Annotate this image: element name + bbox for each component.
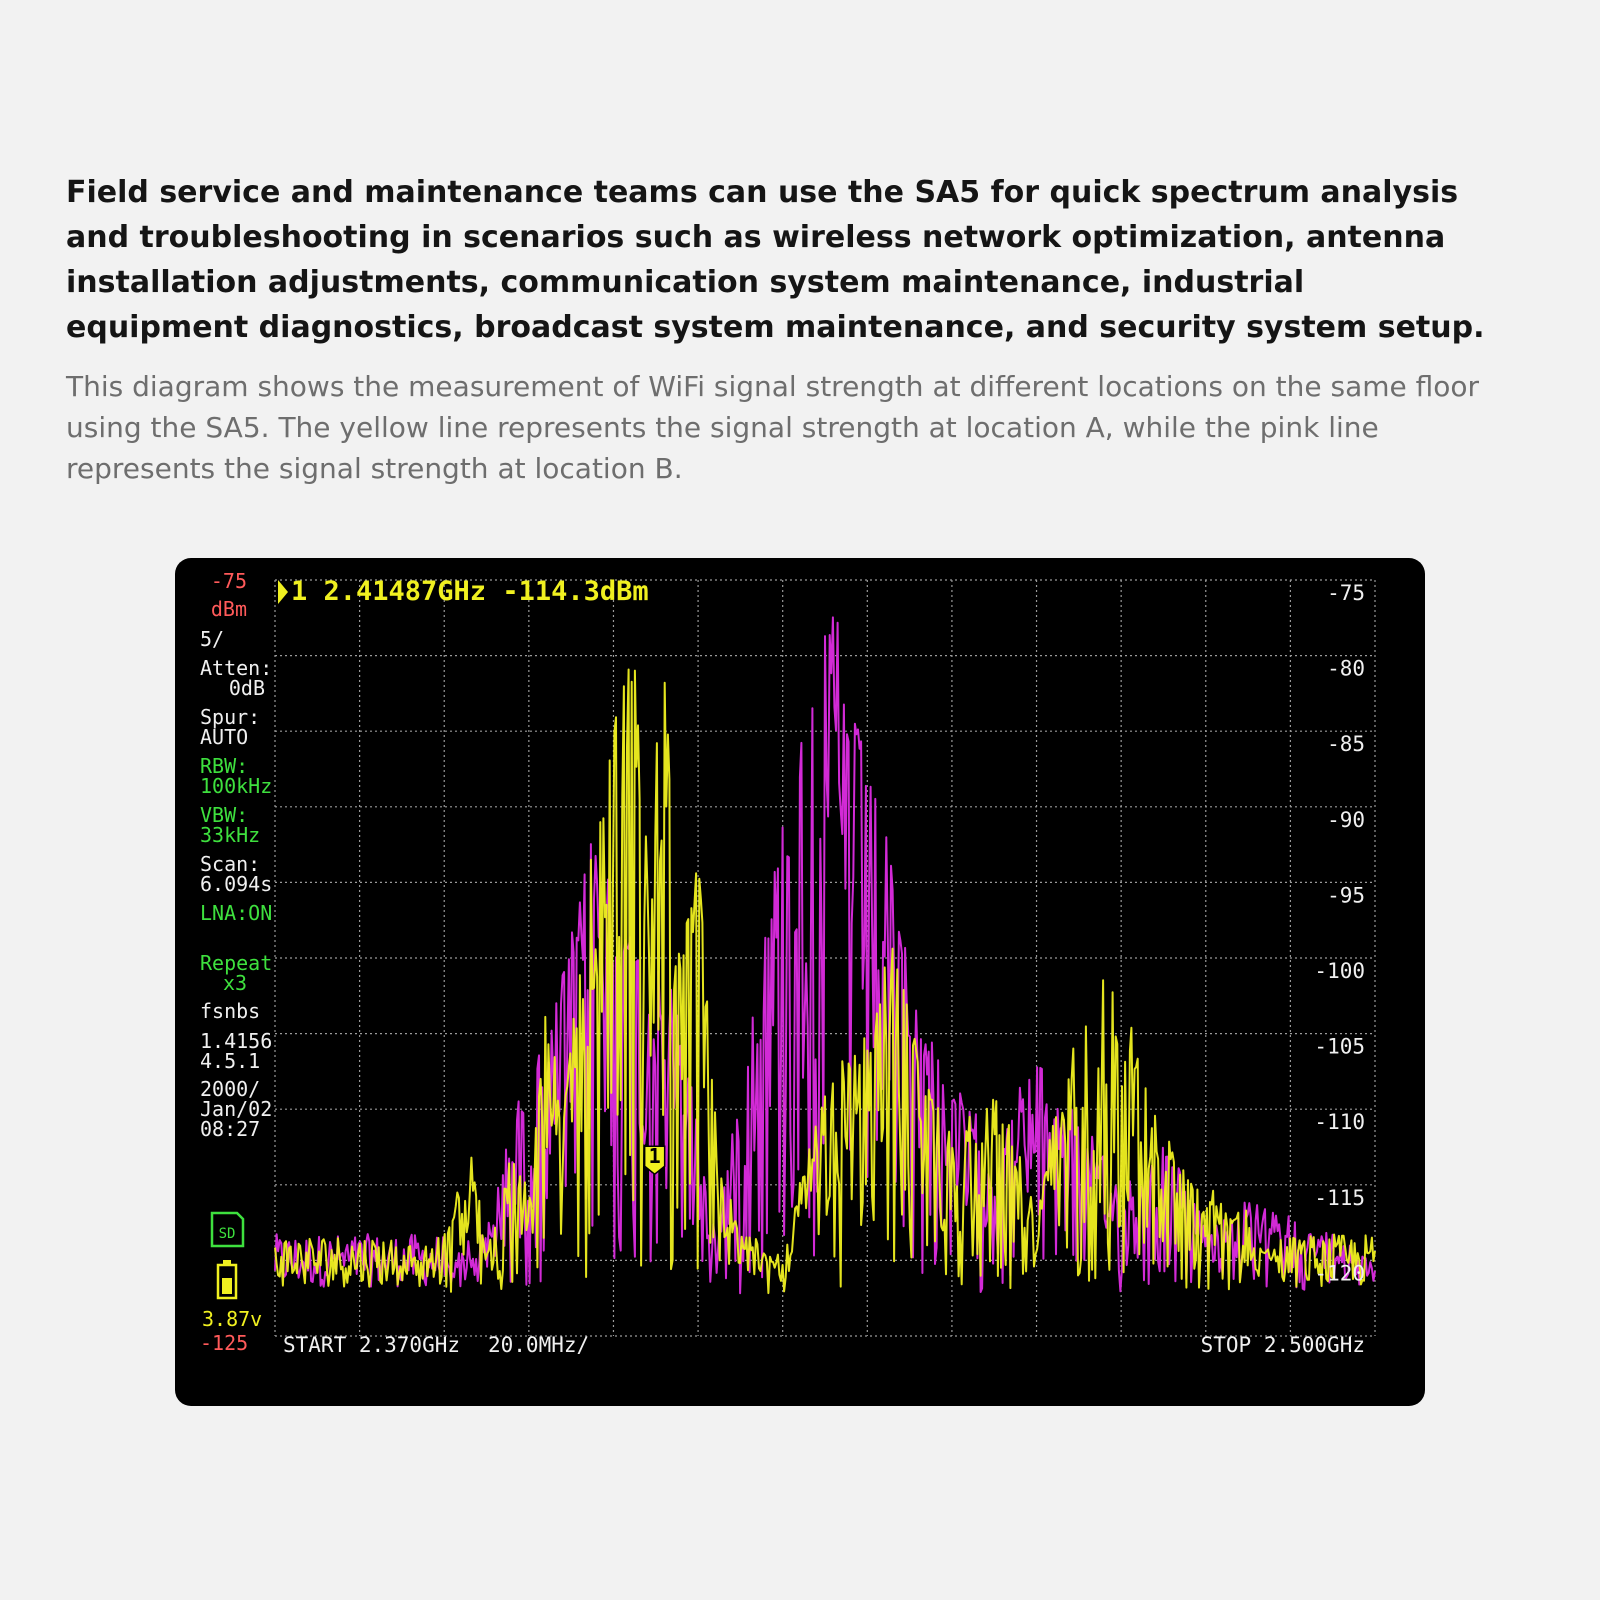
repeat-value[interactable]: x3: [222, 971, 248, 995]
battery-icon: [218, 1260, 236, 1298]
sd-card-icon: [212, 1213, 243, 1246]
battery-voltage: 3.87v: [202, 1307, 263, 1331]
scan-value: 6.094s: [200, 872, 273, 896]
y-tick-label: -100: [1314, 959, 1365, 983]
spectrum-display: [175, 558, 1425, 1406]
lna-status[interactable]: LNA:ON: [200, 901, 273, 925]
device-name: fsnbs: [200, 999, 261, 1023]
version-2: 4.5.1: [200, 1049, 261, 1073]
y-tick-label: -85: [1327, 732, 1365, 757]
marker-readout: 1 2.41487GHz -114.3dBm: [291, 576, 649, 607]
y-tick-labels: [1314, 581, 1365, 1285]
analyzer-screen: [175, 558, 1425, 1406]
spur-value[interactable]: AUTO: [200, 725, 249, 749]
marker-arrow-icon: [278, 580, 288, 604]
y-tick-label: -120: [1314, 1261, 1365, 1286]
spur-label: Spur:: [200, 705, 261, 729]
stop-frequency[interactable]: STOP 2.500GHz: [1200, 1333, 1365, 1357]
heading: Field service and maintenance teams can use the SA5 for quick spectrum analysis and troubleshooting in scenarios such as wireless network optimization, antenna installation adjustments, communication system maintenance, industrial equipment diagnostics, broadcast system maintenance, and security system setup.: [66, 175, 1485, 345]
scan-label: Scan:: [200, 852, 261, 876]
atten-value[interactable]: 0dB: [228, 676, 265, 700]
sd-label: SD: [218, 1226, 236, 1242]
y-tick-label: -95: [1327, 883, 1365, 908]
date-day: Jan/02: [200, 1097, 273, 1121]
y-tick-label: -110: [1314, 1110, 1365, 1135]
ref-level[interactable]: -75: [210, 569, 247, 593]
y-tick-label: -90: [1327, 807, 1365, 832]
y-tick-label: -80: [1327, 656, 1365, 681]
trace-location-b: [275, 617, 1375, 1293]
marker-1-label: 1: [648, 1144, 661, 1169]
vbw-label: VBW:: [200, 803, 249, 827]
y-tick-label: -75: [1327, 581, 1365, 605]
ref-unit: dBm: [210, 597, 247, 621]
atten-label: Atten:: [200, 656, 273, 680]
repeat-label: Repeat: [200, 951, 273, 975]
y-tick-label: -115: [1314, 1185, 1365, 1210]
scale-per-div[interactable]: 5/: [200, 627, 225, 651]
y-tick-label: -105: [1314, 1034, 1365, 1059]
description: This diagram shows the measurement of WiFi signal strength at different locations on the same floor using the SA5. The yellow line represents the signal strength at location A, while the pink line represents the signal strength at location B.: [66, 370, 1480, 485]
date-year: 2000/: [200, 1077, 261, 1101]
traces: [275, 617, 1375, 1293]
vbw-value[interactable]: 33kHz: [200, 823, 261, 847]
span-per-div[interactable]: 20.0MHz/: [488, 1333, 590, 1357]
bottom-level: -125: [200, 1331, 249, 1355]
time: 08:27: [200, 1117, 261, 1141]
version-1: 1.4156: [200, 1029, 273, 1053]
rbw-label: RBW:: [200, 754, 249, 778]
start-frequency[interactable]: START 2.370GHz: [283, 1333, 461, 1357]
rbw-value[interactable]: 100kHz: [200, 774, 273, 798]
marker-1[interactable]: [645, 1144, 665, 1174]
